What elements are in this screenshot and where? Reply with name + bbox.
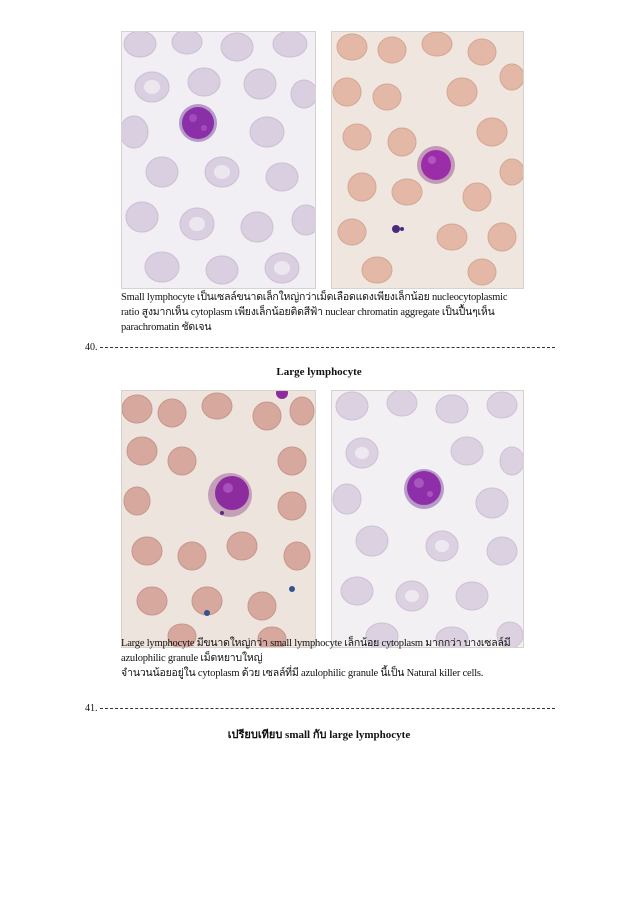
caption-line: ratio สูงมากเห็น cytoplasm เพียงเล็กน้อยติดสีฟ้า nuclear chromatin aggregate เป็นปื้นๆเห็น	[121, 307, 495, 318]
section-40-separator	[85, 342, 565, 353]
section-number: 41.	[85, 703, 98, 714]
micrograph-small-lymphocyte-1	[121, 31, 316, 289]
micrograph-large-lymphocyte-2	[331, 390, 524, 648]
caption-line: azulophilic granule เม็ดหยาบใหญ่	[121, 653, 263, 664]
micrograph-large-lymphocyte-1	[121, 390, 316, 648]
caption-line: Large lymphocyte มีขนาดใหญ่กว่า small lymphocyte เล็กน้อย cytoplasm มากกว่า บางเซลล์มี	[121, 638, 511, 649]
dashed-rule	[100, 347, 555, 348]
caption-line: จำนวนน้อยอยู่ใน cytoplasm ด้วย เซลล์ที่มี azulophilic granule นี้เป็น Natural killer cells.	[121, 668, 484, 679]
section-number: 40.	[85, 342, 98, 353]
caption-line: Small lymphocyte เป็นเซลล์ขนาดเล็กใหญ่กว่าเม็ดเลือดแดงเพียงเล็กน้อย nucleocytoplasmic	[121, 292, 508, 303]
caption-line: parachromatin ชัดเจน	[121, 322, 212, 333]
section-41-title: เปรียบเทียบ small กับ large lymphocyte	[227, 729, 411, 741]
micrograph-small-lymphocyte-2	[331, 31, 524, 289]
dashed-rule	[100, 708, 555, 709]
figure-2-caption	[121, 636, 561, 681]
section-41-separator	[85, 703, 565, 714]
section-40-title: Large lymphocyte	[276, 366, 362, 378]
figure-1-caption	[121, 290, 561, 335]
